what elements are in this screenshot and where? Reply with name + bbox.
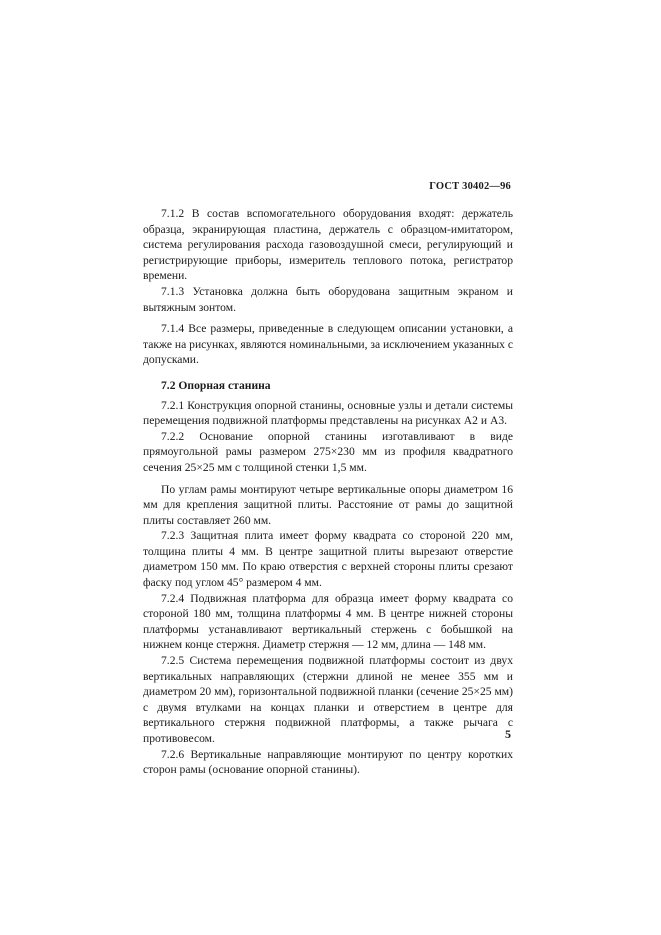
paragraph-7-2-5: 7.2.5 Система перемещения подвижной платформы состоит из двух вертикальных направляющих (стержни длиной не менее 355 мм и диаметром 20 мм), горизонтальной подвижной планки (сечение 25×25 мм) с двумя втулками на концах планки и отверстием в центре для вертикального стержня подвижной платформы, а также рычага с противовесом. xyxy=(143,654,513,745)
paragraph-7-2-4: 7.2.4 Подвижная платформа для образца имеет форму квадрата со стороной 180 мм, толщина платформы 4 мм. В центре нижней стороны платформы устанавливают вертикальный стержень с бобышкой на нижнем конце стержня. Диаметр стержня — 12 мм, длина — 148 мм. xyxy=(143,591,513,652)
paragraph-7-2-3: 7.2.3 Защитная плита имеет форму квадрата со стороной 220 мм, толщина плиты 4 мм. В центре защитной плиты вырезают отверстие диаметром 150 мм. По краю отверстия с верхней стороны плиты срезают фаску под углом 45° размером 4 мм. xyxy=(143,529,513,590)
paragraph-7-1-3: 7.1.3 Установка должна быть оборудована защитным экраном и вытяжным зонтом. xyxy=(143,284,513,314)
standard-header: ГОСТ 30402—96 xyxy=(429,181,511,192)
document-body xyxy=(143,206,513,778)
paragraph-7-2-2-continued: По углам рамы монтируют четыре вертикальные опоры диаметром 16 мм для крепления защитной плиты. Расстояние от рамы до защитной плиты составляет 260 мм. xyxy=(143,482,513,527)
paragraph-7-1-4: 7.1.4 Все размеры, приведенные в следующем описании установки, а также на рисунках, являются номинальными, за исключением указанных с допусками. xyxy=(143,322,513,367)
paragraph-7-1-2: 7.1.2 В состав вспомогательного оборудования входят: держатель образца, экранирующая пластина, держатель с образцом-имитатором, система регулирования расхода газовоздушной смеси, регулирующий и регистрирующие приборы, измеритель теплового потока, регистратор времени. xyxy=(143,207,513,283)
paragraph-7-2-1: 7.2.1 Конструкция опорной станины, основные узлы и детали системы перемещения подвижной платформы представлены на рисунках А2 и А3. xyxy=(143,398,513,428)
section-title-7-2: 7.2 Опорная станина xyxy=(161,378,271,392)
paragraph-7-2-2: 7.2.2 Основание опорной станины изготавливают в виде прямоугольной рамы размером 275×230 мм из профиля квадратного сечения 25×25 мм с толщиной стенки 1,5 мм. xyxy=(143,429,513,474)
page-number: 5 xyxy=(505,727,511,741)
paragraph-7-2-6: 7.2.6 Вертикальные направляющие монтируют по центру коротких сторон рамы (основание опорной станины). xyxy=(143,747,513,777)
